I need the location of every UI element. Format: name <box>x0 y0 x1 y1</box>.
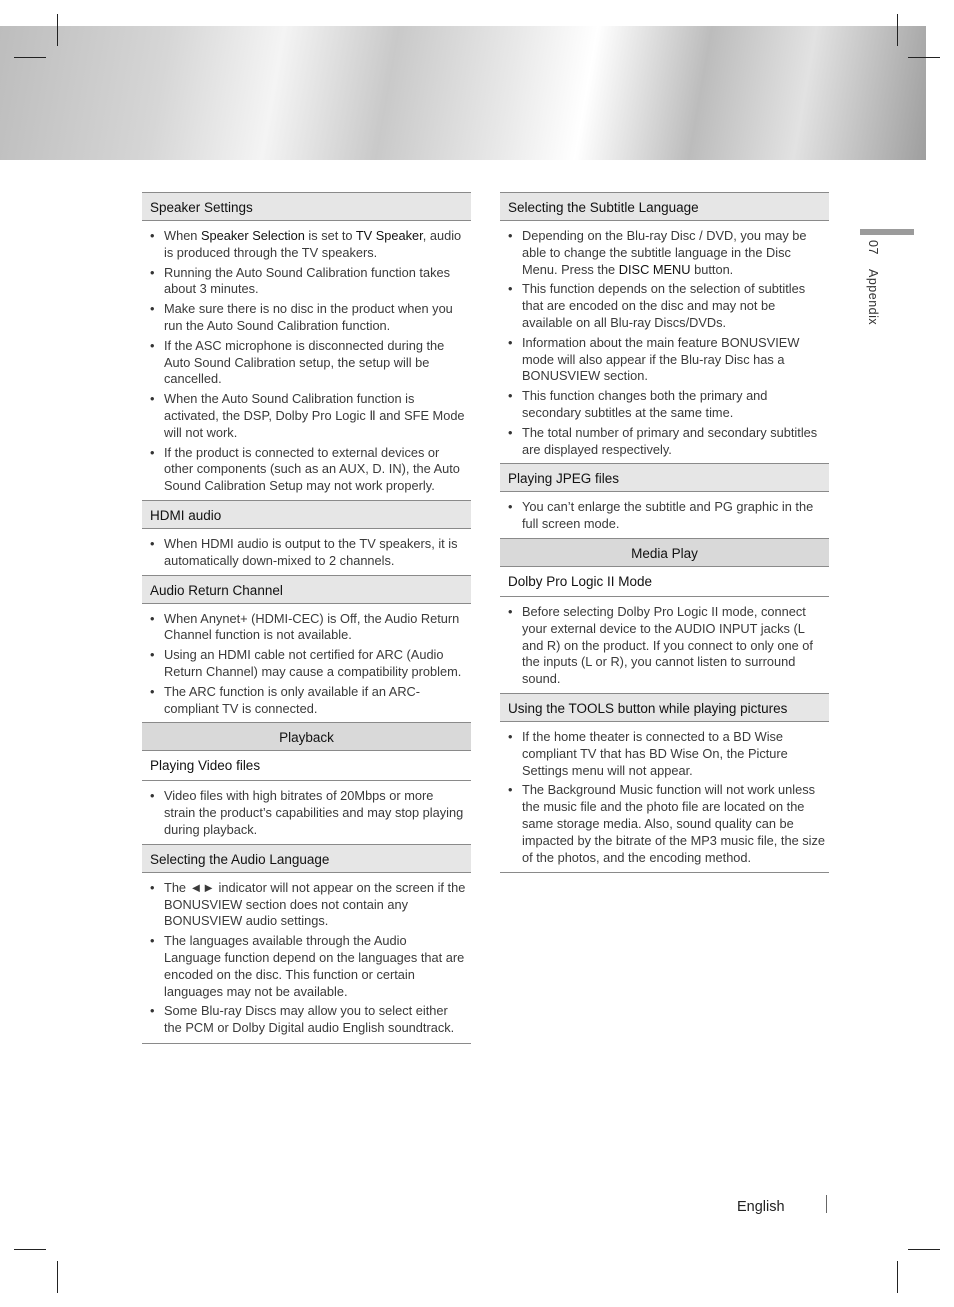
chapter-label <box>866 240 880 335</box>
crop-mark <box>897 1261 898 1293</box>
section-header-audio-return-channel: Audio Return Channel <box>142 575 471 604</box>
subtitle-language-list <box>500 221 829 464</box>
crop-mark <box>908 57 940 58</box>
left-column <box>142 193 471 1044</box>
list-item: • If the home theater is connected to a BD Wise compliant TV that has BD Wise On, the Picture Settings menu will not appear. <box>500 729 829 779</box>
list-item: • The languages available through the Audio Language function depend on the languages that are encoded on the disc. This function or certain languages may not be available. <box>142 933 471 1000</box>
section-header-playing-jpeg-files: Playing JPEG files <box>500 463 829 492</box>
list-item: • You can’t enlarge the subtitle and PG graphic in the full screen mode. <box>500 499 829 533</box>
list-item: • The ◄► indicator will not appear on the screen if the BONUSVIEW section does not contain any BONUSVIEW audio settings. <box>142 880 471 930</box>
video-files-list <box>142 781 471 844</box>
list-item: • When HDMI audio is output to the TV speakers, it is automatically down-mixed to 2 channels. <box>142 536 471 570</box>
footer-language: English <box>737 1199 785 1215</box>
list-item: • Make sure there is no disc in the product when you run the Auto Sound Calibration function. <box>142 301 471 335</box>
list-item: • The Background Music function will not work unless the music file and the photo file are located on the same storage media. Also, sound quality can be impacted by the bitrate of the MP3 music file, the size of the photos, and the encoding method. <box>500 782 829 866</box>
list-item: • Using an HDMI cable not certified for ARC (Audio Return Channel) may cause a compatibility problem. <box>142 647 471 681</box>
section-header-tools-button: Using the TOOLS button while playing pictures <box>500 693 829 722</box>
section-header-speaker-settings: Speaker Settings <box>142 192 471 221</box>
list-item: • Before selecting Dolby Pro Logic II mode, connect your external device to the AUDIO INPUT jacks (L and R) on the product. If you connect to only one of the inputs (L or R), you cannot listen to surround sound. <box>500 604 829 688</box>
crop-mark <box>14 1249 46 1250</box>
list-item: • This function depends on the selection of subtitles that are encoded on the disc and may not be available on all Blu-ray Discs/DVDs. <box>500 281 829 331</box>
list-item: • When Speaker Selection is set to TV Speaker, audio is produced through the TV speakers. <box>142 228 471 262</box>
arc-list <box>142 604 471 724</box>
dolby-list <box>500 597 829 694</box>
crop-mark <box>57 14 58 46</box>
chapter-tab-bar <box>860 229 914 235</box>
tools-list <box>500 722 829 872</box>
list-item: • This function changes both the primary and secondary subtitles at the same time. <box>500 388 829 422</box>
jpeg-files-list <box>500 492 829 539</box>
right-column <box>500 193 829 873</box>
list-item: • Some Blu-ray Discs may allow you to select either the PCM or Dolby Digital audio English soundtrack. <box>142 1003 471 1037</box>
category-header-playback: Playback <box>142 722 471 751</box>
section-header-playing-video-files: Playing Video files <box>142 750 471 781</box>
list-item: • Depending on the Blu-ray Disc / DVD, you may be able to change the subtitle language in the Disc Menu. Press the DISC MENU button. <box>500 228 829 278</box>
chapter-title: Appendix <box>866 268 880 326</box>
section-header-dolby-pro-logic: Dolby Pro Logic II Mode <box>500 566 829 597</box>
list-item: • Video files with high bitrates of 20Mbps or more strain the product’s capabilities and may stop playing during playback. <box>142 788 471 838</box>
crop-mark <box>908 1249 940 1250</box>
category-header-media-play: Media Play <box>500 538 829 567</box>
list-item: • The ARC function is only available if an ARC-compliant TV is connected. <box>142 684 471 718</box>
list-item: • If the ASC microphone is disconnected during the Auto Sound Calibration setup, the setup will be cancelled. <box>142 338 471 388</box>
list-item: • Information about the main feature BONUSVIEW mode will also appear if the Blu-ray Disc has a BONUSVIEW section. <box>500 335 829 385</box>
hdmi-audio-list <box>142 529 471 576</box>
crop-mark <box>897 14 898 46</box>
speaker-selection-term: Speaker Selection <box>201 228 305 243</box>
crop-mark <box>14 57 46 58</box>
list-item: • When Anynet+ (HDMI-CEC) is Off, the Audio Return Channel function is not available. <box>142 611 471 645</box>
section-header-selecting-subtitle-language: Selecting the Subtitle Language <box>500 192 829 221</box>
audio-language-list <box>142 873 471 1043</box>
section-header-hdmi-audio: HDMI audio <box>142 500 471 529</box>
tv-speaker-term: TV Speaker <box>355 228 423 243</box>
list-item: • When the Auto Sound Calibration function is activated, the DSP, Dolby Pro Logic Ⅱ and SFE Mode will not work. <box>142 391 471 441</box>
list-item: • Running the Auto Sound Calibration function takes about 3 minutes. <box>142 265 471 299</box>
crop-mark <box>57 1261 58 1293</box>
list-item: • The total number of primary and secondary subtitles are displayed respectively. <box>500 425 829 459</box>
column-end-rule <box>142 1043 471 1044</box>
disc-menu-term: DISC MENU <box>618 261 691 277</box>
speaker-settings-list <box>142 221 471 501</box>
column-end-rule <box>500 872 829 873</box>
header-banner <box>0 26 926 160</box>
section-header-selecting-audio-language: Selecting the Audio Language <box>142 844 471 873</box>
chapter-number: 07 <box>866 240 880 255</box>
list-item: • If the product is connected to external devices or other components (such as an AUX, D. IN), the Auto Sound Calibration Setup may not work properly. <box>142 445 471 495</box>
page-number-tick <box>826 1195 827 1213</box>
